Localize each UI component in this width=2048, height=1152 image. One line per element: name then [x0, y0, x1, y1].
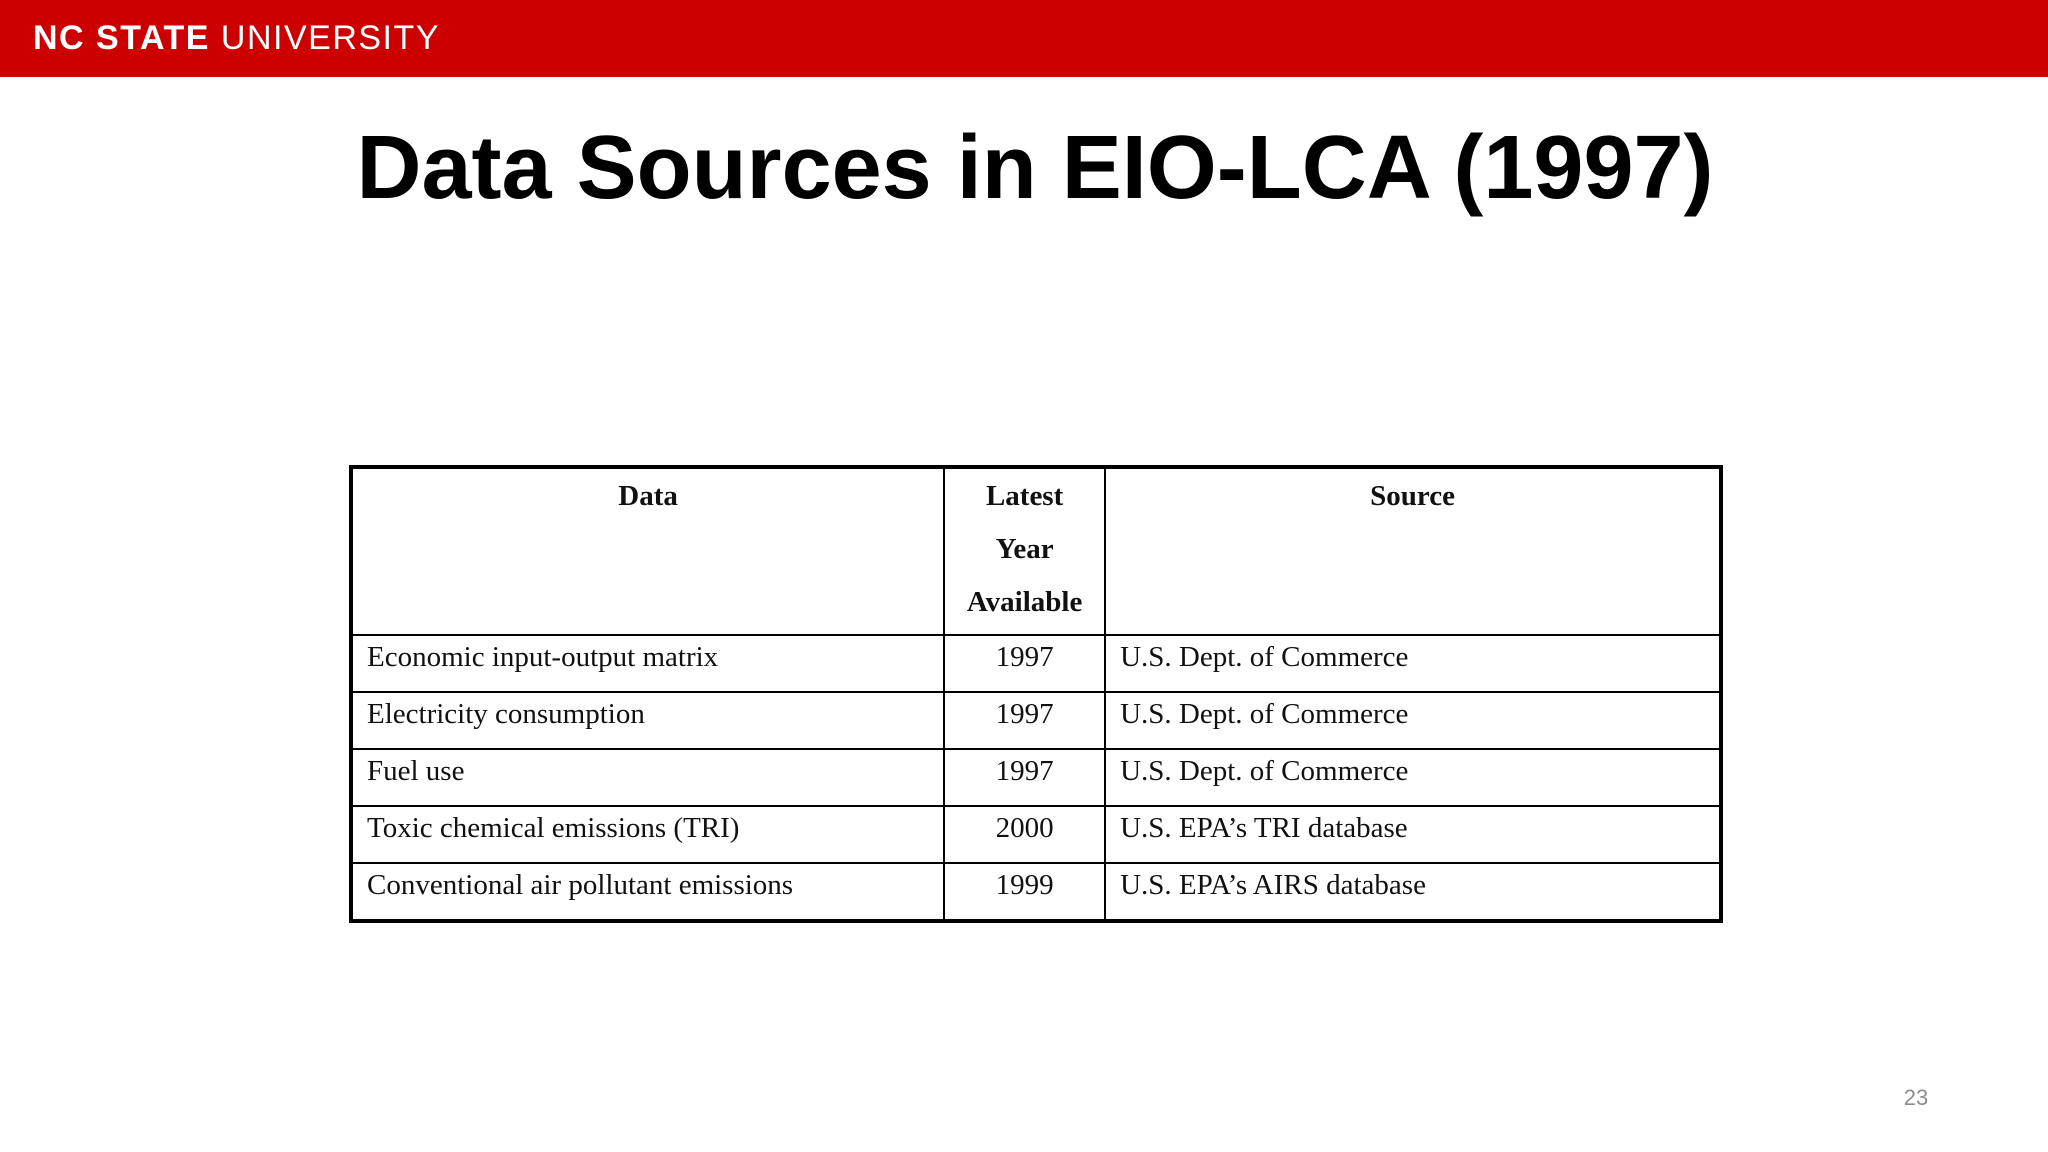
cell-source: U.S. Dept. of Commerce [1105, 749, 1721, 806]
header-bar [0, 0, 2048, 77]
table-row [351, 692, 1721, 749]
cell-data: Fuel use [351, 749, 944, 806]
cell-source: U.S. Dept. of Commerce [1105, 692, 1721, 749]
cell-source: U.S. EPA’s TRI database [1105, 806, 1721, 863]
table-row [351, 749, 1721, 806]
cell-year: 2000 [944, 806, 1105, 863]
nc-state-logo [33, 18, 440, 58]
cell-data: Electricity consumption [351, 692, 944, 749]
logo-light-text: UNIVERSITY [220, 19, 440, 57]
cell-year: 1997 [944, 692, 1105, 749]
cell-source: U.S. Dept. of Commerce [1105, 635, 1721, 692]
header-year-line-2: Year [995, 533, 1054, 565]
slide-title: Data Sources in EIO-LCA (1997) [356, 118, 1714, 218]
table-row [351, 806, 1721, 863]
cell-year: 1997 [944, 635, 1105, 692]
cell-source: U.S. EPA’s AIRS database [1105, 863, 1721, 921]
logo-bold-text: NC STATE [33, 19, 210, 57]
page-number: 23 [1903, 1085, 1929, 1110]
cell-data: Toxic chemical emissions (TRI) [351, 806, 944, 863]
header-source: Source [1105, 467, 1721, 635]
header-year-line-1: Latest [985, 480, 1064, 512]
cell-year: 1997 [944, 749, 1105, 806]
table-row [351, 863, 1721, 921]
table-header-row [351, 467, 1721, 635]
data-sources-table [349, 465, 1723, 923]
table-row [351, 635, 1721, 692]
cell-data: Conventional air pollutant emissions [351, 863, 944, 921]
header-data: Data [351, 467, 944, 635]
cell-data: Economic input-output matrix [351, 635, 944, 692]
cell-year: 1999 [944, 863, 1105, 921]
header-latest-year-available [944, 467, 1105, 635]
header-year-line-3: Available [966, 586, 1083, 618]
